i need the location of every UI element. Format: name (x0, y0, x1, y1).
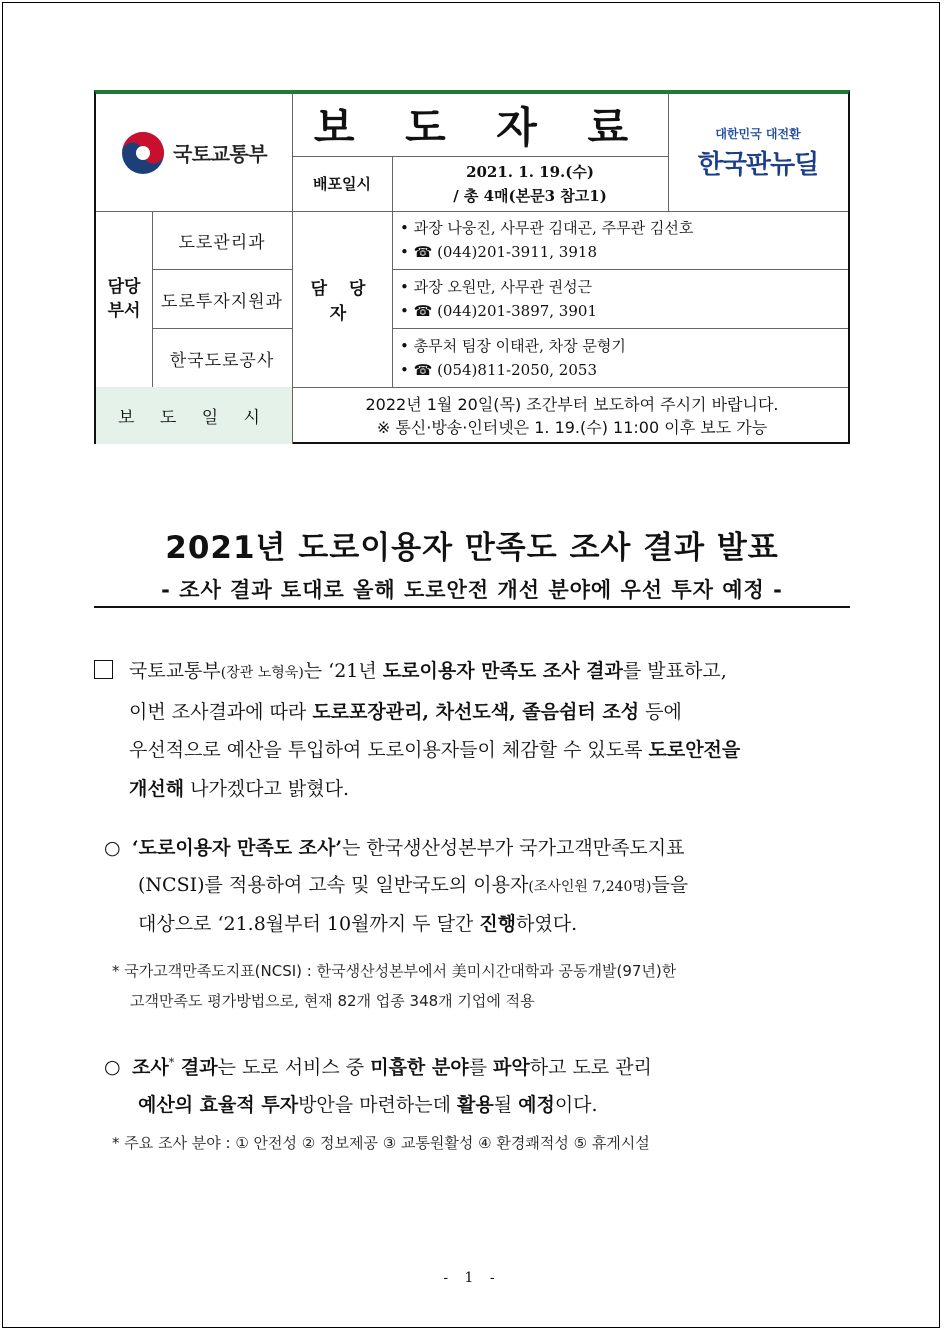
dept-name: 한국도로공사 (169, 350, 275, 371)
survey-areas-footnote (112, 1128, 856, 1158)
result-paragraph (104, 1044, 856, 1124)
emphasis: 진행 (479, 913, 517, 935)
press-release-header-table (94, 90, 850, 444)
text: 들을 (651, 874, 689, 896)
emphasis: 예정 (518, 1094, 555, 1117)
text: 를 (468, 1056, 493, 1079)
contact-phone: • ☎ (054)811-2050, 2053 (400, 361, 597, 379)
text: 이번 조사결과에 따라 (129, 700, 313, 723)
text: 하고 도로 관리 (529, 1056, 652, 1079)
emphasis: 결과 (174, 1056, 218, 1079)
contact-names: • 과장 오원만, 사무관 권성근 (400, 278, 593, 296)
text: 방안을 마련하는데 (298, 1094, 457, 1117)
dept-label (96, 211, 152, 387)
subtitle-underline (94, 606, 850, 608)
emphasis: 활용 (456, 1094, 494, 1117)
text: 나가겠다고 밝혔다. (184, 777, 350, 800)
circle-bullet-icon: ○ (104, 1056, 121, 1079)
text: 대상으로 ‘21.8월부터 10월까지 두 달간 (138, 913, 480, 935)
release-time-line: 2022년 1월 20일(목) 조간부터 보도하여 주시기 바랍니다. (365, 394, 779, 414)
text: (장관 노형욱) (220, 665, 304, 681)
release-time-info (292, 387, 852, 444)
korean-new-deal-logo (668, 94, 848, 211)
emphasis: 파악 (492, 1056, 530, 1079)
circle-bullet-icon: ○ (104, 837, 121, 859)
footnote-line: 고객만족도 평가방법으로, 현재 82개 업종 348개 기업에 적용 (130, 992, 535, 1010)
checkbox-bullet-icon (94, 660, 113, 679)
emphasis: 개선해 (129, 777, 185, 800)
page-title: 2021년 도로이용자 만족도 조사 결과 발표 (165, 530, 779, 566)
release-time-note: ※ 통신·방송·인터넷은 1. 19.(수) 11:00 이후 보도 가능 (376, 417, 768, 437)
text: 될 (493, 1094, 519, 1117)
distribution-label: 배포일시 (313, 175, 371, 193)
doc-type-title: 보 도 자 료 (313, 103, 647, 152)
contact-phone: • ☎ (044)201-3897, 3901 (400, 302, 597, 320)
survey-paragraph (104, 830, 856, 943)
ncsi-footnote (112, 956, 856, 1016)
page-subtitle: - 조사 결과 토대로 올해 도로안전 개선 분야에 우선 투자 예정 - (161, 578, 783, 602)
distribution-date: 2021. 1. 19.(수) (466, 162, 594, 181)
release-time-label: 보 도 일 시 (96, 387, 292, 444)
text: 국토교통부 (129, 660, 221, 682)
page-number: - 1 - (443, 1270, 501, 1286)
footnote-line: * 주요 조사 분야 : ① 안전성 ② 정보제공 ③ 교통원활성 ④ 환경쾌적성 ⑤ 휴게시설 (112, 1134, 650, 1152)
dept-label-line1: 담당 (107, 277, 141, 297)
contact-names: • 총무처 팀장 이태관, 차장 문형기 (400, 337, 626, 355)
text: 우선적으로 예산을 투입하여 도로이용자들이 체감할 수 있도록 (129, 739, 649, 761)
emphasis: 도로포장관리, 차선도색, 졸음쉼터 조성 (312, 700, 640, 723)
emphasis: 조사 (132, 1056, 169, 1079)
text: 는 한국생산성본부가 국가고객만족도지표 (342, 837, 685, 859)
dept-label-line2: 부서 (107, 301, 141, 321)
text: 는 ‘21년 (303, 660, 383, 682)
emphasis: 도로이용자 만족도 조사 결과 (382, 660, 623, 682)
dept-name: 도로투자지원과 (161, 291, 283, 312)
ministry-name: 국토교통부 (172, 142, 268, 166)
dept-contact (392, 270, 848, 328)
text: 등에 (639, 700, 682, 723)
distribution-pages: / 총 4매(본문3 참고1) (453, 186, 607, 205)
text: (NCSI)를 적용하여 고속 및 일반국도의 이용자 (138, 874, 529, 896)
ministry-logo (96, 94, 292, 211)
emphasis: 미흡한 분야 (370, 1056, 469, 1079)
text: 를 발표하고, (622, 660, 727, 682)
text: 이다. (554, 1094, 598, 1117)
footnote-line: * 국가고객만족도지표(NCSI) : 한국생산성본부에서 美미시간대학과 공동개발(97년)한 (112, 962, 677, 980)
emphasis: 도로안전을 (648, 739, 741, 761)
text: 하였다. (516, 913, 578, 935)
brand-title: 한국판뉴딜 (697, 149, 819, 180)
footnote-marker: * (168, 1056, 175, 1069)
contact-names: • 과장 나웅진, 사무관 김대곤, 주무관 김선호 (400, 219, 694, 237)
emphasis: 예산의 효율적 투자 (138, 1094, 299, 1117)
contact-phone: • ☎ (044)201-3911, 3918 (400, 243, 597, 261)
distribution-info (392, 156, 668, 211)
taeguk-emblem-icon (121, 131, 165, 175)
dept-name: 도로관리과 (178, 232, 266, 253)
dept-contact (392, 329, 848, 387)
emphasis: ‘도로이용자 만족도 조사’ (132, 837, 342, 859)
dept-contact (392, 211, 848, 269)
text: 는 도로 서비스 중 (217, 1056, 371, 1079)
text: (조사인원 7,240명) (528, 879, 652, 895)
lead-paragraph (94, 652, 854, 808)
brand-subtitle: 대한민국 대전환 (715, 126, 801, 141)
contact-person-label: 담 당 자 (310, 279, 374, 324)
